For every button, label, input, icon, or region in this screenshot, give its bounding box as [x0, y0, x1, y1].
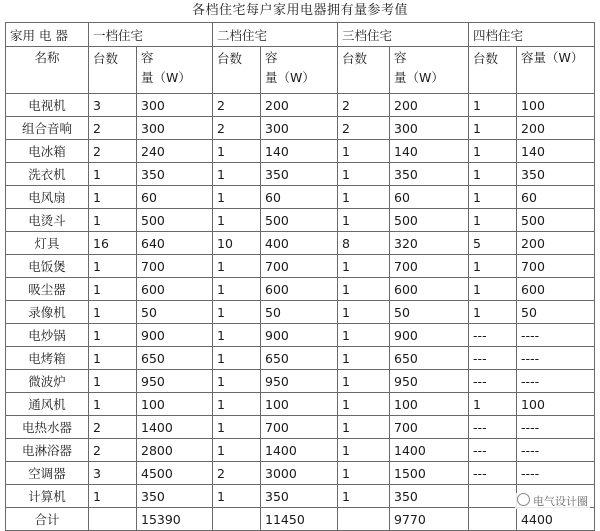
count-cell: 1 [89, 370, 137, 393]
capacity-cell: 50 [517, 301, 595, 324]
capacity-cell: 950 [137, 370, 213, 393]
capacity-cell: ---- [517, 324, 595, 347]
count-cell: 1 [89, 301, 137, 324]
capacity-cell: 600 [390, 278, 469, 301]
table-row [6, 186, 595, 209]
capacity-cell: ---- [517, 439, 595, 462]
capacity-cell: 100 [517, 393, 595, 416]
count-cell: 1 [469, 186, 517, 209]
count-cell: 1 [213, 324, 261, 347]
count-cell [469, 508, 517, 531]
capacity-cell: 50 [390, 301, 469, 324]
count-cell: 1 [469, 163, 517, 186]
count-cell [469, 485, 517, 508]
capacity-cell: 100 [390, 393, 469, 416]
count-cell: 1 [338, 393, 390, 416]
capacity-cell: 2800 [137, 439, 213, 462]
capacity-cell: 350 [390, 163, 469, 186]
appliance-name: 电风扇 [6, 186, 89, 209]
capacity-cell: 60 [390, 186, 469, 209]
count-cell: 1 [89, 255, 137, 278]
capacity-cell: 4500 [137, 462, 213, 485]
count-header: 台数 [213, 47, 261, 94]
capacity-cell: 900 [261, 324, 338, 347]
capacity-cell: 9770 [390, 508, 469, 531]
capacity-cell: 700 [261, 416, 338, 439]
count-cell: 1 [213, 370, 261, 393]
capacity-cell: 900 [390, 324, 469, 347]
table-row [6, 439, 595, 462]
capacity-cell: 200 [261, 94, 338, 117]
count-cell: 1 [213, 439, 261, 462]
group-header-4: 四档住宅 [469, 23, 595, 47]
count-cell: 1 [89, 209, 137, 232]
table-row [6, 301, 595, 324]
count-cell: 2 [89, 416, 137, 439]
table-row [6, 485, 595, 508]
capacity-cell: ---- [517, 347, 595, 370]
count-cell: 2 [338, 117, 390, 140]
count-cell: 1 [469, 117, 517, 140]
table-row [6, 416, 595, 439]
count-header: 台数 [338, 47, 390, 94]
capacity-cell: 500 [390, 209, 469, 232]
appliance-name: 电冰箱 [6, 140, 89, 163]
count-cell: 1 [213, 140, 261, 163]
count-cell: 1 [338, 255, 390, 278]
table-row [6, 462, 595, 485]
capacity-cell: 60 [517, 186, 595, 209]
capacity-cell: 350 [137, 485, 213, 508]
count-cell: 1 [338, 140, 390, 163]
capacity-header: 容 量（W） [390, 47, 469, 94]
appliance-name: 微波炉 [6, 370, 89, 393]
appliance-name: 灯具 [6, 232, 89, 255]
appliance-name: 电饭煲 [6, 255, 89, 278]
count-cell: 1 [338, 209, 390, 232]
count-cell: 1 [469, 94, 517, 117]
table-row [6, 255, 595, 278]
capacity-cell: 100 [137, 393, 213, 416]
table-row [6, 140, 595, 163]
count-cell: 1 [338, 439, 390, 462]
count-cell: 1 [213, 255, 261, 278]
capacity-cell: 320 [390, 232, 469, 255]
capacity-cell: 650 [261, 347, 338, 370]
count-cell: 1 [338, 324, 390, 347]
count-cell: 1 [213, 209, 261, 232]
appliance-header-line2: 名称 [6, 47, 89, 94]
appliance-name: 洗衣机 [6, 163, 89, 186]
capacity-cell: 700 [390, 255, 469, 278]
count-header: 台数 [89, 47, 137, 94]
count-cell: 1 [89, 393, 137, 416]
capacity-cell: 700 [137, 255, 213, 278]
capacity-cell: 950 [390, 370, 469, 393]
appliance-header: 家用 电 器 [6, 23, 89, 47]
table-row [6, 163, 595, 186]
appliance-name: 空调器 [6, 462, 89, 485]
capacity-cell: 60 [137, 186, 213, 209]
count-cell: --- [469, 324, 517, 347]
capacity-cell: 15390 [137, 508, 213, 531]
capacity-cell: 1400 [390, 439, 469, 462]
count-cell: 1 [89, 186, 137, 209]
count-cell: 1 [213, 393, 261, 416]
capacity-cell: 350 [261, 485, 338, 508]
capacity-cell: 300 [137, 94, 213, 117]
appliance-name: 电热水器 [6, 416, 89, 439]
count-cell: 1 [213, 163, 261, 186]
capacity-cell: 600 [517, 278, 595, 301]
appliance-name: 合计 [6, 508, 89, 531]
appliance-name: 电淋浴器 [6, 439, 89, 462]
count-cell: 1 [89, 485, 137, 508]
capacity-cell: 100 [517, 94, 595, 117]
wechat-icon [517, 493, 530, 506]
capacity-cell: 500 [137, 209, 213, 232]
appliance-name: 电炒锅 [6, 324, 89, 347]
count-cell: --- [469, 462, 517, 485]
count-cell: 1 [469, 209, 517, 232]
count-cell: --- [469, 370, 517, 393]
appliance-name: 通风机 [6, 393, 89, 416]
count-cell: 1 [469, 301, 517, 324]
count-cell: 1 [338, 370, 390, 393]
table-row [6, 209, 595, 232]
count-cell: 1 [469, 393, 517, 416]
appliance-name: 计算机 [6, 485, 89, 508]
count-cell: 1 [338, 186, 390, 209]
count-cell: 1 [213, 416, 261, 439]
count-cell: 1 [89, 324, 137, 347]
capacity-cell: 700 [261, 255, 338, 278]
count-cell [338, 508, 390, 531]
count-cell: 3 [89, 462, 137, 485]
count-cell: 3 [89, 94, 137, 117]
count-cell: --- [469, 347, 517, 370]
table-row [6, 94, 595, 117]
count-cell: --- [469, 416, 517, 439]
capacity-cell: 3000 [261, 462, 338, 485]
capacity-cell: 350 [261, 163, 338, 186]
capacity-cell: 1400 [261, 439, 338, 462]
capacity-cell: 300 [390, 117, 469, 140]
count-cell: 1 [213, 347, 261, 370]
capacity-cell: 650 [137, 347, 213, 370]
count-cell: 16 [89, 232, 137, 255]
capacity-cell: 140 [390, 140, 469, 163]
capacity-cell: 300 [137, 117, 213, 140]
count-cell: 8 [338, 232, 390, 255]
capacity-cell: 140 [261, 140, 338, 163]
count-cell: 2 [89, 439, 137, 462]
count-cell: 1 [338, 278, 390, 301]
appliance-table [5, 22, 595, 531]
capacity-cell: 240 [137, 140, 213, 163]
capacity-header: 容 量（W） [137, 47, 213, 94]
table-title: 各档住宅每户家用电器拥有量参考值 [191, 3, 408, 18]
count-cell: 1 [469, 278, 517, 301]
appliance-name: 电烤箱 [6, 347, 89, 370]
table-row [6, 370, 595, 393]
count-cell: 1 [213, 278, 261, 301]
count-cell [89, 508, 137, 531]
capacity-cell: 11450 [261, 508, 338, 531]
capacity-cell: 400 [261, 232, 338, 255]
header-row-subcolumns [6, 47, 595, 94]
capacity-cell: 640 [137, 232, 213, 255]
capacity-cell: 350 [390, 485, 469, 508]
appliance-name: 组合音响 [6, 117, 89, 140]
table-row [6, 117, 595, 140]
count-cell: 2 [89, 140, 137, 163]
capacity-cell: 300 [261, 117, 338, 140]
appliance-name: 录像机 [6, 301, 89, 324]
capacity-cell: 350 [517, 163, 595, 186]
count-cell: 5 [469, 232, 517, 255]
count-cell: 1 [89, 347, 137, 370]
count-cell [213, 508, 261, 531]
count-cell: 1 [469, 140, 517, 163]
count-cell: 1 [338, 485, 390, 508]
capacity-cell: 200 [517, 117, 595, 140]
capacity-cell: 950 [261, 370, 338, 393]
capacity-cell: ---- [517, 462, 595, 485]
count-cell: 2 [213, 117, 261, 140]
capacity-cell: 140 [517, 140, 595, 163]
count-cell: 2 [338, 94, 390, 117]
group-header-2: 二档住宅 [213, 23, 338, 47]
count-cell: 1 [213, 485, 261, 508]
capacity-cell: 100 [261, 393, 338, 416]
count-cell: 10 [213, 232, 261, 255]
watermark: 电气设计圈 [515, 493, 590, 509]
appliance-name: 电烫斗 [6, 209, 89, 232]
count-cell: 1 [338, 163, 390, 186]
count-cell: 1 [89, 163, 137, 186]
table-row [6, 393, 595, 416]
table-row [6, 278, 595, 301]
capacity-cell: 700 [517, 255, 595, 278]
count-cell: 1 [469, 255, 517, 278]
table-row [6, 324, 595, 347]
count-cell: 1 [338, 462, 390, 485]
count-cell: 1 [338, 347, 390, 370]
capacity-cell: 1400 [137, 416, 213, 439]
capacity-cell: 4400 [517, 508, 595, 531]
capacity-cell: 60 [261, 186, 338, 209]
capacity-cell: 1500 [390, 462, 469, 485]
capacity-header: 容 量（W） [261, 47, 338, 94]
count-cell: 1 [338, 416, 390, 439]
header-row-groups [6, 23, 595, 47]
capacity-cell: 700 [390, 416, 469, 439]
capacity-cell: 650 [390, 347, 469, 370]
count-cell: 1 [213, 301, 261, 324]
table-row [6, 232, 595, 255]
capacity-cell: 500 [517, 209, 595, 232]
count-cell: 1 [213, 186, 261, 209]
group-header-3: 三档住宅 [338, 23, 469, 47]
count-header: 台数 [469, 47, 517, 94]
capacity-header: 容量（W） [517, 47, 595, 94]
count-cell: 1 [89, 278, 137, 301]
count-cell: --- [469, 439, 517, 462]
count-cell: 2 [89, 117, 137, 140]
group-header-1: 一档住宅 [89, 23, 213, 47]
capacity-cell: 200 [517, 232, 595, 255]
count-cell: 2 [213, 94, 261, 117]
capacity-cell: 900 [137, 324, 213, 347]
capacity-cell: 50 [137, 301, 213, 324]
capacity-cell: 600 [137, 278, 213, 301]
capacity-cell: ---- [517, 416, 595, 439]
capacity-cell: 50 [261, 301, 338, 324]
total-row [6, 508, 595, 531]
table-row [6, 347, 595, 370]
capacity-cell: 600 [261, 278, 338, 301]
appliance-name: 电视机 [6, 94, 89, 117]
appliance-name: 吸尘器 [6, 278, 89, 301]
capacity-cell: 350 [137, 163, 213, 186]
capacity-cell: ---- [517, 370, 595, 393]
capacity-cell: 200 [390, 94, 469, 117]
count-cell: 1 [338, 301, 390, 324]
count-cell: 2 [213, 462, 261, 485]
capacity-cell: 500 [261, 209, 338, 232]
